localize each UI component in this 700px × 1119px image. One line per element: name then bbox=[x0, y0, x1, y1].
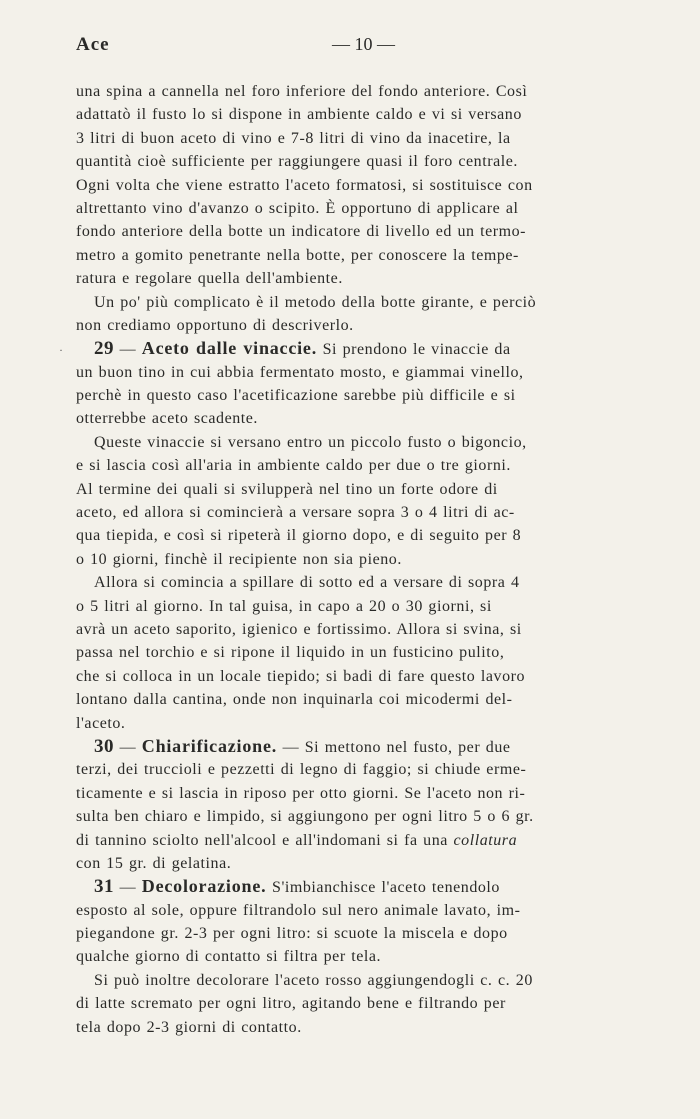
section-heading-line: 30 — Chiarificazione. — Si mettono nel fusto, per due bbox=[94, 735, 511, 757]
body-text bbox=[76, 80, 670, 1039]
text-line: aceto, ed allora si comincierà a versare sopra 3 o 4 litri di ac- bbox=[76, 504, 515, 522]
section-title: Aceto dalle vinaccie. bbox=[141, 338, 318, 359]
text-line: metro a gomito penetrante nella botte, per conoscere la tempe- bbox=[76, 246, 519, 264]
book-page bbox=[0, 30, 700, 1119]
text-line: sulta ben chiaro e limpido, si aggiungono per ogni litro 5 o 6 gr. bbox=[76, 808, 534, 826]
section-title: Decolorazione. bbox=[141, 876, 267, 897]
section-number: 30 bbox=[94, 735, 115, 757]
text-fragment: — Si mettono nel fusto, per due bbox=[282, 738, 511, 756]
text-line: l'aceto. bbox=[76, 714, 126, 732]
text-line: otterrebbe aceto scadente. bbox=[76, 410, 258, 428]
text-line: lontano dalla cantina, onde non inquinarla coi micodermi del- bbox=[76, 691, 513, 709]
text-line: Al termine dei quali si svilupperà nel tino un forte odore di bbox=[76, 480, 498, 498]
text-line: di latte scremato per ogni litro, agitando bene e filtrando per bbox=[76, 995, 506, 1013]
text-line bbox=[76, 829, 670, 852]
text-line: un buon tino in cui abbia fermentato mosto, e giammai vinello, bbox=[76, 363, 524, 381]
text-line: o 5 litri al giorno. In tal guisa, in capo a 20 o 30 giorni, si bbox=[76, 597, 492, 615]
text-line: e si lascia così all'aria in ambiente caldo per due o tre giorni. bbox=[76, 457, 511, 475]
text-fragment: di tannino sciolto nell'alcool e all'indomani si fa una bbox=[76, 831, 448, 849]
text-line: non crediamo opportuno di descriverlo. bbox=[76, 316, 354, 334]
text-line: adattatò il fusto lo si dispone in ambiente caldo e vi si versano bbox=[76, 106, 522, 124]
text-line: terzi, dei truccioli e pezzetti di legno di faggio; si chiude erme- bbox=[76, 761, 527, 779]
text-line: o 10 giorni, finchè il recipiente non sia pieno. bbox=[76, 550, 402, 568]
paragraph bbox=[76, 80, 670, 291]
text-line: una spina a cannella nel foro inferiore del fondo anteriore. Così bbox=[76, 83, 528, 100]
running-head: Ace bbox=[76, 34, 110, 55]
text-line: che si colloca in un locale tiepido; si badi di fare questo lavoro bbox=[76, 667, 526, 685]
section-31 bbox=[76, 875, 670, 1039]
page-number: — 10 — bbox=[332, 34, 395, 54]
section-heading-line: 31 — Decolorazione. S'imbianchisce l'aceto tenendolo bbox=[94, 876, 500, 898]
text-line: ratura e regolare quella dell'ambiente. bbox=[76, 270, 343, 288]
italic-term: collatura bbox=[453, 831, 518, 849]
text-line: quantità cioè sufficiente per raggiungere quasi il foro centrale. bbox=[76, 153, 518, 171]
section-29 bbox=[76, 337, 670, 735]
text-line: avrà un aceto saporito, igienico e fortissimo. Allora si svina, si bbox=[76, 620, 522, 638]
text-line: esposto al sole, oppure filtrandolo sul nero animale lavato, im- bbox=[76, 901, 521, 919]
text-line: Ogni volta che viene estratto l'aceto formatosi, si sostituisce con bbox=[76, 176, 533, 194]
text-line: con 15 gr. di gelatina. bbox=[76, 854, 232, 872]
text-line: perchè in questo caso l'acetificazione sarebbe più difficile e si bbox=[76, 387, 516, 405]
text-fragment: Si prendono le vinaccie da bbox=[322, 341, 511, 359]
text-line: Un po' più complicato è il metodo della botte girante, e perciò bbox=[94, 293, 537, 311]
section-heading-line: 29 — Aceto dalle vinaccie. Si prendono le vinaccie da bbox=[94, 338, 511, 360]
page-header bbox=[76, 30, 670, 64]
paragraph bbox=[76, 291, 670, 338]
text-line: 3 litri di buon aceto di vino e 7-8 litri di vino da inacetire, la bbox=[76, 129, 511, 147]
section-number: 29 bbox=[94, 338, 115, 360]
section-30 bbox=[76, 735, 670, 875]
text-line: qualche giorno di contatto si filtra per tela. bbox=[76, 948, 382, 966]
text-line: altrettanto vino d'avanzo o scipito. È opportuno di applicare al bbox=[76, 199, 519, 217]
margin-mark: ˙ bbox=[58, 348, 64, 362]
text-line: Si può inoltre decolorare l'aceto rosso aggiungendogli c. c. 20 bbox=[94, 971, 533, 989]
text-line: fondo anteriore della botte un indicatore di livello ed un termo- bbox=[76, 223, 527, 241]
section-title: Chiarificazione. bbox=[141, 735, 278, 756]
text-line: Allora si comincia a spillare di sotto ed a versare di sopra 4 bbox=[94, 574, 520, 592]
text-line: tela dopo 2-3 giorni di contatto. bbox=[76, 1018, 302, 1036]
section-number: 31 bbox=[94, 876, 115, 898]
text-fragment: S'imbianchisce l'aceto tenendolo bbox=[272, 879, 500, 897]
text-line: ticamente e si lascia in riposo per otto giorni. Se l'aceto non ri- bbox=[76, 784, 526, 802]
text-line: Queste vinaccie si versano entro un piccolo fusto o bigoncio, bbox=[94, 433, 527, 451]
text-line: qua tiepida, e così si ripeterà il giorno dopo, e di seguito per 8 bbox=[76, 527, 522, 545]
text-line: passa nel torchio e si ripone il liquido in un fusticino pulito, bbox=[76, 644, 505, 662]
text-line: piegandone gr. 2-3 per ogni litro: si scuote la miscela e dopo bbox=[76, 925, 508, 943]
